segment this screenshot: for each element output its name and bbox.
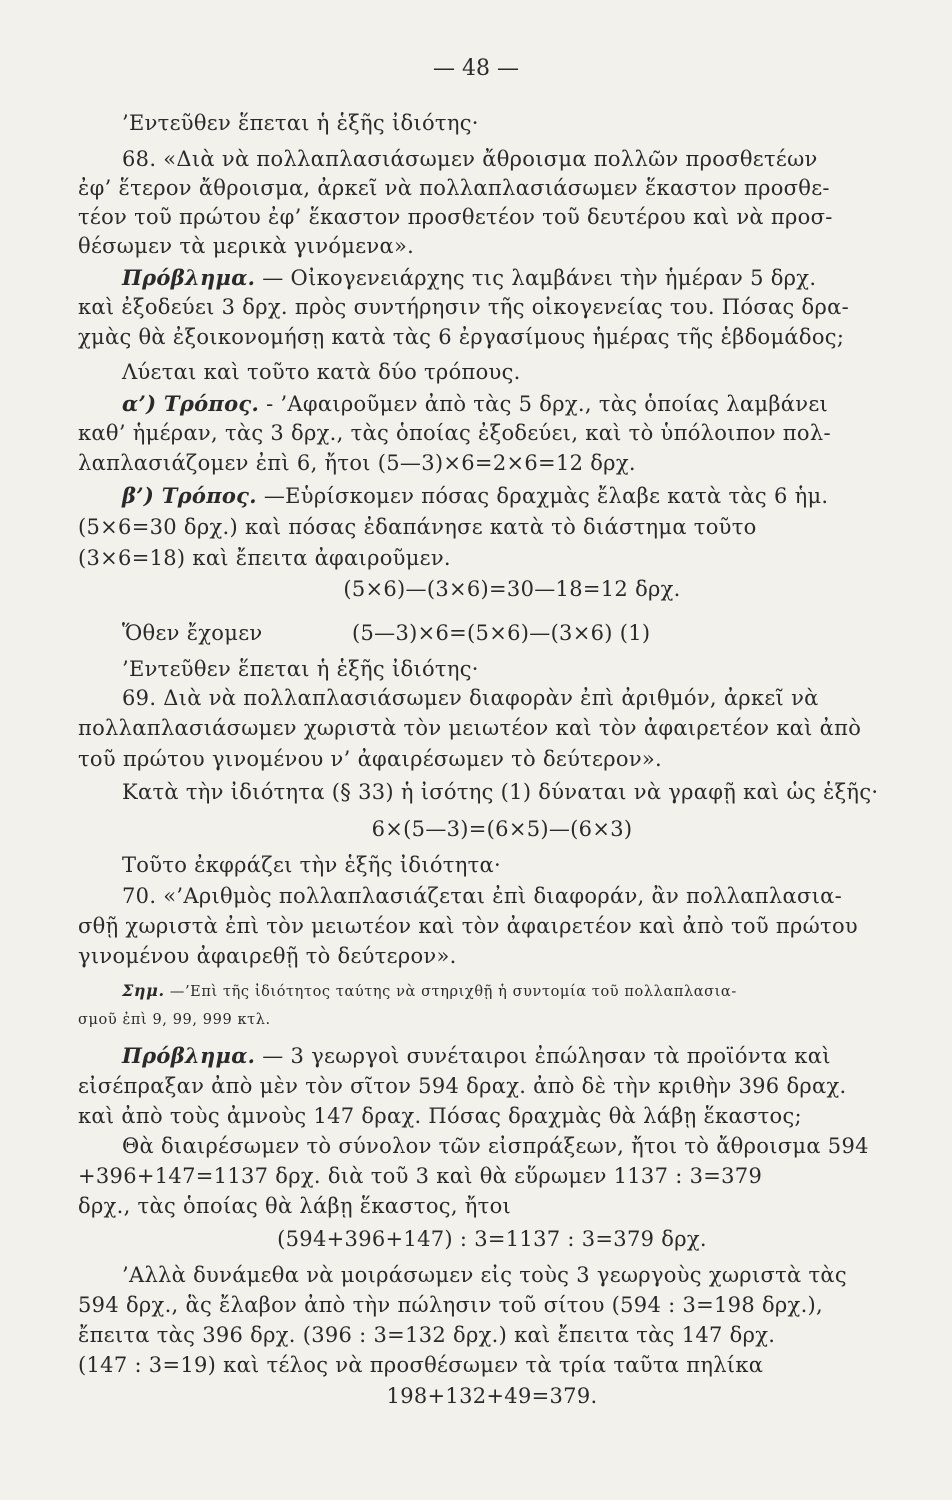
text-line: ’Εντεῦθεν ἕπεται ἡ ἑξῆς ἰδιότης· [122,111,479,135]
page-number: — 48 — [433,56,519,81]
text-line: 69. Διὰ νὰ πολλαπλασιάσωμεν διαφορὰν ἐπὶ ἀριθμόν, ἀρκεῖ νὰ [122,686,819,710]
text-line: σθῇ χωριστὰ ἐπὶ τὸν μειωτέον καὶ τὸν ἀφαιρετέον καὶ ἀπὸ τοῦ πρώτου [78,914,858,938]
formula: (5×6)—(3×6)=30—18=12 δρχ. [343,577,681,601]
text-line: (147 : 3=19) καὶ τέλος νὰ προσθέσωμεν τὰ τρία ταῦτα πηλίκα [78,1353,764,1377]
text-line: - ’Αφαιροῦμεν ἀπὸ τὰς 5 δρχ., τὰς ὁποίας λαμβάνει [266,392,829,416]
text-line: ἔπειτα τὰς 396 δρχ. (396 : 3=132 δρχ.) καὶ ἔπειτα τὰς 147 δρχ. [78,1323,776,1347]
text-line: +396+147=1137 δρχ. διὰ τοῦ 3 καὶ θὰ εὕρωμεν 1137 : 3=379 [78,1164,763,1188]
text-line: Θὰ διαιρέσωμεν τὸ σύνολον τῶν εἰσπράξεων, ἤτοι τὸ ἄθροισμα 594 [122,1134,869,1158]
text-line: σμοῦ ἐπὶ 9, 99, 999 κτλ. [78,1012,271,1028]
text-line: Κατὰ τὴν ἰδιότητα (§ 33) ἡ ἰσότης (1) δύναται νὰ γραφῇ καὶ ὡς ἑξῆς· [122,780,879,804]
note-heading: Σημ. [122,981,165,1000]
method-heading: β’) Τρόπος. [122,483,257,508]
text-line: —’Επὶ τῆς ἰδιότητος ταύτης νὰ στηριχθῇ ἡ συντομία τοῦ πολλαπλασια- [169,984,737,1000]
formula: (594+396+147) : 3=1137 : 3=379 δρχ. [277,1227,707,1251]
text-line: εἰσέπραξαν ἀπὸ μὲν τὸν σῖτον 594 δραχ. ἀπὸ δὲ τὴν κριθὴν 396 δραχ. [78,1074,847,1098]
text-line: ’Αλλὰ δυνάμεθα νὰ μοιράσωμεν εἰς τοὺς 3 γεωργοὺς χωριστὰ τὰς [122,1263,847,1287]
text-line: ’Εντεῦθεν ἕπεται ἡ ἑξῆς ἰδιότης· [122,657,479,681]
note-line [122,976,886,1007]
text-line: Λύεται καὶ τοῦτο κατὰ δύο τρόπους. [122,360,521,384]
text-line: καὶ ἀπὸ τοὺς ἀμνοὺς 147 δραχ. Πόσας δραχμὰς θὰ λάβῃ ἕκαστος; [78,1104,802,1128]
text-line: — 3 γεωργοὶ συνέταιροι ἐπώλησαν τὰ προϊόντα καὶ [262,1044,831,1068]
formula: 198+132+49=379. [386,1384,598,1408]
text-line: πολλαπλασιάσωμεν χωριστὰ τὸν μειωτέον καὶ τὸν ἀφαιρετέον καὶ ἀπὸ [78,716,862,740]
text-line: 70. «’Αριθμὸς πολλαπλασιάζεται ἐπὶ διαφοράν, ἂν πολλαπλασια- [122,884,843,908]
text-line: τέον τοῦ πρώτου ἐφ’ ἕκαστον προσθετέον τοῦ δευτέρου καὶ νὰ προσ- [78,205,833,229]
formula: 6×(5—3)=(6×5)—(6×3) [371,817,633,841]
method-line [122,481,886,511]
text-line: θέσωμεν τὰ μερικὰ γινόμενα». [78,234,415,258]
text-line: (3×6=18) καὶ ἔπειτα ἀφαιροῦμεν. [78,546,451,570]
method-heading: α’) Τρόπος. [122,391,260,416]
text-line: —Εὑρίσκομεν πόσας δραχμὰς ἔλαβε κατὰ τὰς 6 ἡμ. [263,484,829,508]
text-line: 594 δρχ., ἃς ἔλαβον ἀπὸ τὴν πώλησιν τοῦ σίτου (594 : 3=198 δρχ.), [78,1293,824,1317]
problem-line [122,1041,886,1071]
text-line: λαπλασιάζομεν ἐπὶ 6, ἤτοι (5—3)×6=2×6=12 δρχ. [78,451,636,475]
text-line: (5×6=30 δρχ.) καὶ πόσας ἐδαπάνησε κατὰ τὸ διάστημα τοῦτο [78,515,757,539]
text-line: καὶ ἐξοδεύει 3 δρχ. πρὸς συντήρησιν τῆς οἰκογενείας του. Πόσας δρα- [78,295,849,319]
text-line: ἐφ’ ἕτερον ἄθροισμα, ἀρκεῖ νὰ πολλαπλασιάσωμεν ἕκαστον προσθε- [78,176,830,200]
text-line: Τοῦτο ἐκφράζει τὴν ἑξῆς ἰδιότητα· [122,853,501,877]
text-line: 68. «Διὰ νὰ πολλαπλασιάσωμεν ἄθροισμα πολλῶν προσθετέων [122,147,818,171]
text-line: δρχ., τὰς ὁποίας θὰ λάβῃ ἕκαστος, ἤτοι [78,1194,512,1218]
problem-line [122,263,886,293]
text-line: καθ’ ἡμέραν, τὰς 3 δρχ., τὰς ὁποίας ἐξοδεύει, καὶ τὸ ὑπόλοιπον πολ- [78,421,831,445]
problem-heading: Πρόβλημα. [122,265,256,290]
problem-heading: Πρόβλημα. [122,1043,256,1068]
text-line: τοῦ πρώτου γινομένου ν’ ἀφαιρέσωμεν τὸ δεύτερον». [78,747,663,771]
method-line [122,389,886,419]
text-line: χμὰς θὰ ἐξοικονομήσῃ κατὰ τὰς 6 ἐργασίμους ἡμέρας τῆς ἑβδομάδος; [78,325,845,349]
formula: (5—3)×6=(5×6)—(3×6) (1) [352,621,651,645]
text-line: γινομένου ἀφαιρεθῇ τὸ δεύτερον». [78,944,457,968]
text-line: — Οἰκογενειάρχης τις λαμβάνει τὴν ἡμέραν 5 δρχ. [262,266,817,290]
text-line: Ὅθεν ἔχομεν [122,621,263,645]
